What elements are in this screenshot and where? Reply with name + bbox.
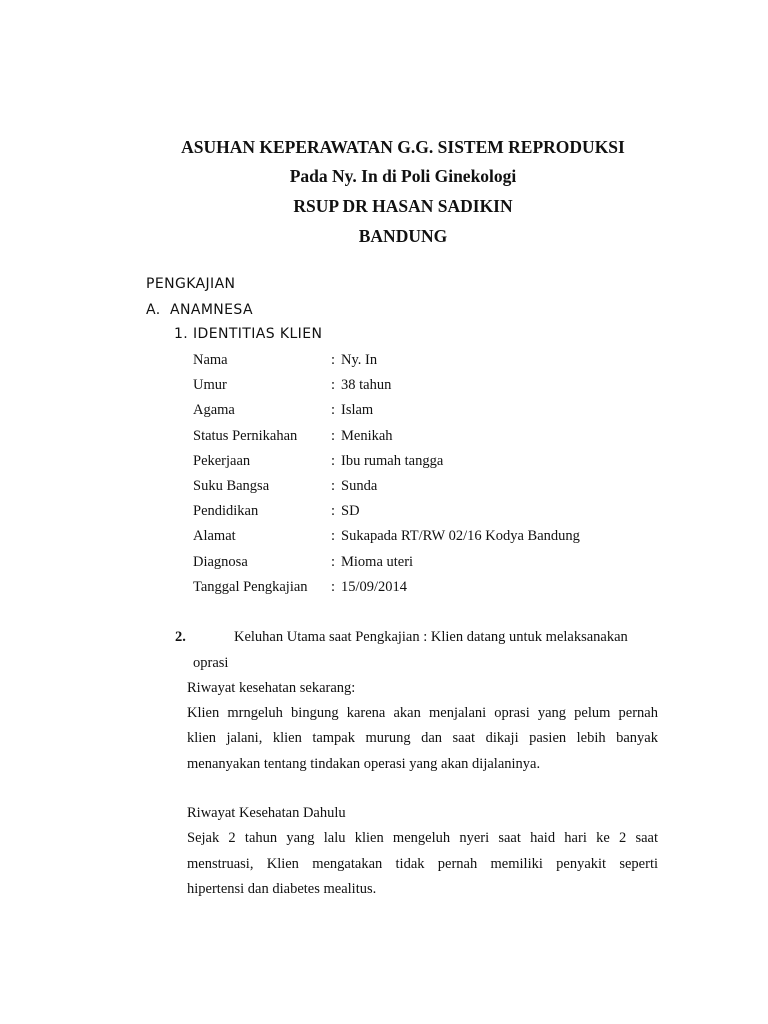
identity-row-diagnosa bbox=[193, 552, 580, 577]
identity-value: Ibu rumah tangga bbox=[341, 452, 444, 469]
section-anamnesa-title: ANAMNESA bbox=[170, 302, 253, 318]
identity-value: 15/09/2014 bbox=[341, 578, 408, 595]
riwayat-dahulu-line: menstruasi, Klien mengatakan tidak pernah memiliki penyakit seperti bbox=[187, 856, 658, 872]
identity-label: Agama bbox=[193, 402, 235, 419]
identity-separator: : bbox=[331, 477, 336, 494]
identity-row-status-pernikahan bbox=[193, 426, 580, 451]
identity-label: Diagnosa bbox=[193, 553, 248, 570]
identity-label: Status Pernikahan bbox=[193, 427, 298, 444]
riwayat-dahulu-heading: Riwayat Kesehatan Dahulu bbox=[187, 805, 346, 821]
identity-separator: : bbox=[331, 503, 336, 520]
identity-separator: : bbox=[331, 578, 336, 595]
riwayat-sekarang-line: klien jalani, klien tampak murung dan saat dikaji pasien lebih banyak bbox=[187, 730, 658, 746]
identity-label: Umur bbox=[193, 377, 227, 394]
keluhan-line: Keluhan Utama saat Pengkajian : Klien datang untuk melaksanakan bbox=[234, 629, 628, 645]
identity-separator: : bbox=[331, 377, 336, 394]
identity-value: Ny. In bbox=[341, 352, 378, 368]
identity-row-pendidikan bbox=[193, 501, 580, 526]
section-anamnesa bbox=[146, 302, 253, 318]
document-title: ASUHAN KEPERAWATAN G.G. SISTEM REPRODUKSI bbox=[181, 137, 625, 157]
identity-label: Alamat bbox=[193, 528, 236, 545]
riwayat-sekarang-line: Klien mrngeluh bingung karena akan menjalani oprasi yang pelum pernah bbox=[187, 705, 658, 721]
identity-separator: : bbox=[331, 452, 336, 469]
riwayat-dahulu-line: hipertensi dan diabetes mealitus. bbox=[187, 881, 377, 897]
identity-row-tanggal-pengkajian bbox=[193, 577, 580, 602]
identity-separator: : bbox=[331, 427, 336, 444]
identity-row-suku-bangsa bbox=[193, 476, 580, 501]
identity-row-nama bbox=[193, 350, 580, 375]
identity-value: SD bbox=[341, 503, 360, 520]
identity-separator: : bbox=[331, 352, 336, 368]
identity-row-agama bbox=[193, 400, 580, 425]
identity-value: Menikah bbox=[341, 427, 393, 444]
identity-row-umur bbox=[193, 375, 580, 400]
section-pengkajian: PENGKAJIAN bbox=[146, 276, 236, 292]
section-identitas bbox=[174, 326, 322, 342]
keluhan-line: oprasi bbox=[193, 655, 229, 671]
section-identitas-marker: 1. bbox=[174, 326, 189, 342]
identity-separator: : bbox=[331, 402, 336, 419]
identity-value: Islam bbox=[341, 402, 374, 419]
identity-value: 38 tahun bbox=[341, 377, 392, 394]
riwayat-sekarang-line: menanyakan tentang tindakan operasi yang akan dijalaninya. bbox=[187, 756, 541, 772]
document-subtitle-city: BANDUNG bbox=[358, 226, 448, 246]
riwayat-sekarang-heading: Riwayat kesehatan sekarang: bbox=[187, 680, 356, 696]
document-subtitle-patient: Pada Ny. In di Poli Ginekologi bbox=[289, 166, 517, 186]
identity-label: Nama bbox=[193, 352, 228, 368]
riwayat-dahulu-line: Sejak 2 tahun yang lalu klien mengeluh nyeri saat haid hari ke 2 saat bbox=[187, 830, 658, 846]
identity-label: Pendidikan bbox=[193, 503, 259, 520]
identity-row-pekerjaan bbox=[193, 451, 580, 476]
identity-separator: : bbox=[331, 528, 336, 545]
document-subtitle-hospital: RSUP DR HASAN SADIKIN bbox=[293, 196, 513, 216]
identity-value: Sunda bbox=[341, 477, 378, 494]
identity-separator: : bbox=[331, 553, 336, 570]
section-identitas-title: IDENTITIAS KLIEN bbox=[193, 326, 323, 342]
identity-label: Suku Bangsa bbox=[193, 477, 270, 494]
identity-row-alamat bbox=[193, 526, 580, 551]
identity-table bbox=[193, 350, 580, 602]
identity-value: Mioma uteri bbox=[341, 553, 414, 570]
identity-label: Tanggal Pengkajian bbox=[193, 578, 308, 595]
identity-value: Sukapada RT/RW 02/16 Kodya Bandung bbox=[341, 528, 580, 545]
identity-label: Pekerjaan bbox=[193, 452, 251, 469]
section-anamnesa-marker: A. bbox=[146, 302, 161, 318]
keluhan-marker: 2. bbox=[175, 629, 186, 645]
